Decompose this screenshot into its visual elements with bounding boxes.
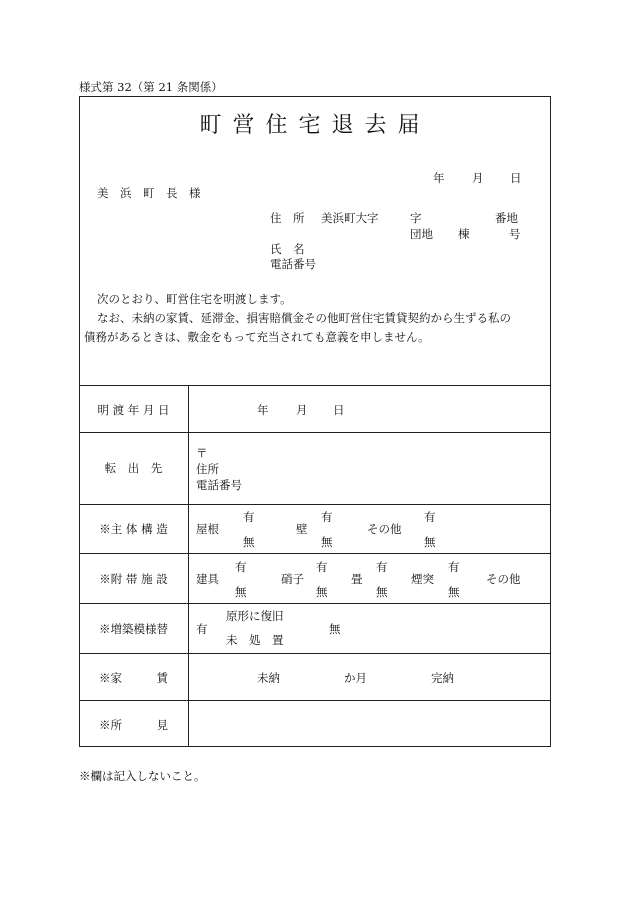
remodel-label: ※増築模様替	[99, 622, 168, 636]
banchi-label: 番地	[495, 211, 518, 225]
vacate-month: 月	[296, 403, 308, 417]
address-label: 住 所	[270, 211, 305, 225]
facilities-fittings: 建具	[196, 572, 219, 586]
structure-other-no: 無	[424, 535, 436, 549]
moving-to-label: 転 出 先	[104, 461, 163, 475]
row-divider	[79, 385, 551, 386]
structure-roof-no: 無	[243, 535, 255, 549]
statement-line-2: なお、未納の家賃、延滞金、損害賠償金その他町営住宅賃貸契約から生ずる私の	[97, 311, 511, 325]
structure-other-yes: 有	[424, 510, 436, 524]
rent-label: ※家 賃	[99, 671, 168, 685]
row-divider	[79, 432, 551, 433]
glass-no: 無	[316, 585, 328, 599]
row-divider	[79, 603, 551, 604]
vacate-day: 日	[333, 403, 345, 417]
facilities-chimney: 煙突	[411, 572, 434, 586]
aza-label: 字	[410, 211, 422, 225]
danchi-label: 団地	[410, 227, 433, 241]
postal-mark: 〒	[196, 446, 208, 460]
structure-roof: 屋根	[196, 522, 219, 536]
name-label: 氏 名	[270, 242, 305, 256]
vacate-year: 年	[257, 403, 269, 417]
phone-label: 電話番号	[270, 257, 316, 271]
opinion-label: ※所 見	[99, 718, 168, 732]
date-day-label: 日	[510, 171, 522, 185]
statement-line-3: 債務があるときは、敷金をもって充当されても意義を申しません。	[84, 330, 430, 344]
structure-wall-yes: 有	[321, 510, 333, 524]
facilities-glass: 硝子	[281, 572, 304, 586]
statement-line-1: 次のとおり、町営住宅を明渡します。	[97, 292, 292, 306]
row-divider	[79, 653, 551, 654]
rent-unpaid: 未納	[257, 671, 280, 685]
remodel-yes: 有	[196, 622, 208, 636]
structure-label: ※主 体 構 造	[99, 522, 168, 536]
remodel-no: 無	[329, 622, 341, 636]
date-month-label: 月	[472, 171, 484, 185]
structure-wall-no: 無	[321, 535, 333, 549]
gou-label: 号	[509, 227, 521, 241]
document-title: 町営住宅退去届	[199, 113, 431, 138]
column-divider	[188, 385, 189, 747]
structure-roof-yes: 有	[243, 510, 255, 524]
rent-paid: 完納	[431, 671, 454, 685]
structure-other: その他	[367, 522, 402, 536]
structure-wall: 壁	[296, 522, 308, 536]
row-divider	[79, 504, 551, 505]
fittings-no: 無	[235, 585, 247, 599]
moving-address-label: 住所	[196, 462, 219, 476]
rent-months: か月	[344, 671, 367, 685]
fittings-yes: 有	[235, 560, 247, 574]
footnote: ※欄は記入しないこと。	[79, 769, 206, 783]
remodel-unprocessed: 未 処 置	[226, 633, 284, 647]
row-divider	[79, 700, 551, 701]
facilities-other: その他	[486, 572, 521, 586]
tou-label: 棟	[458, 227, 470, 241]
tatami-no: 無	[376, 585, 388, 599]
date-year-label: 年	[433, 171, 445, 185]
tatami-yes: 有	[376, 560, 388, 574]
row-divider	[79, 553, 551, 554]
facilities-tatami: 畳	[351, 572, 363, 586]
addressee: 美 浜 町 長 様	[97, 186, 201, 200]
facilities-label: ※附 帯 施 設	[99, 572, 168, 586]
address-value: 美浜町大字	[321, 211, 379, 225]
moving-phone-label: 電話番号	[196, 478, 242, 492]
chimney-yes: 有	[448, 560, 460, 574]
chimney-no: 無	[448, 585, 460, 599]
glass-yes: 有	[316, 560, 328, 574]
remodel-restored: 原形に復旧	[226, 609, 284, 623]
vacate-date-label: 明 渡 年 月 日	[97, 403, 170, 417]
form-label: 様式第 32（第 21 条関係）	[79, 80, 223, 94]
